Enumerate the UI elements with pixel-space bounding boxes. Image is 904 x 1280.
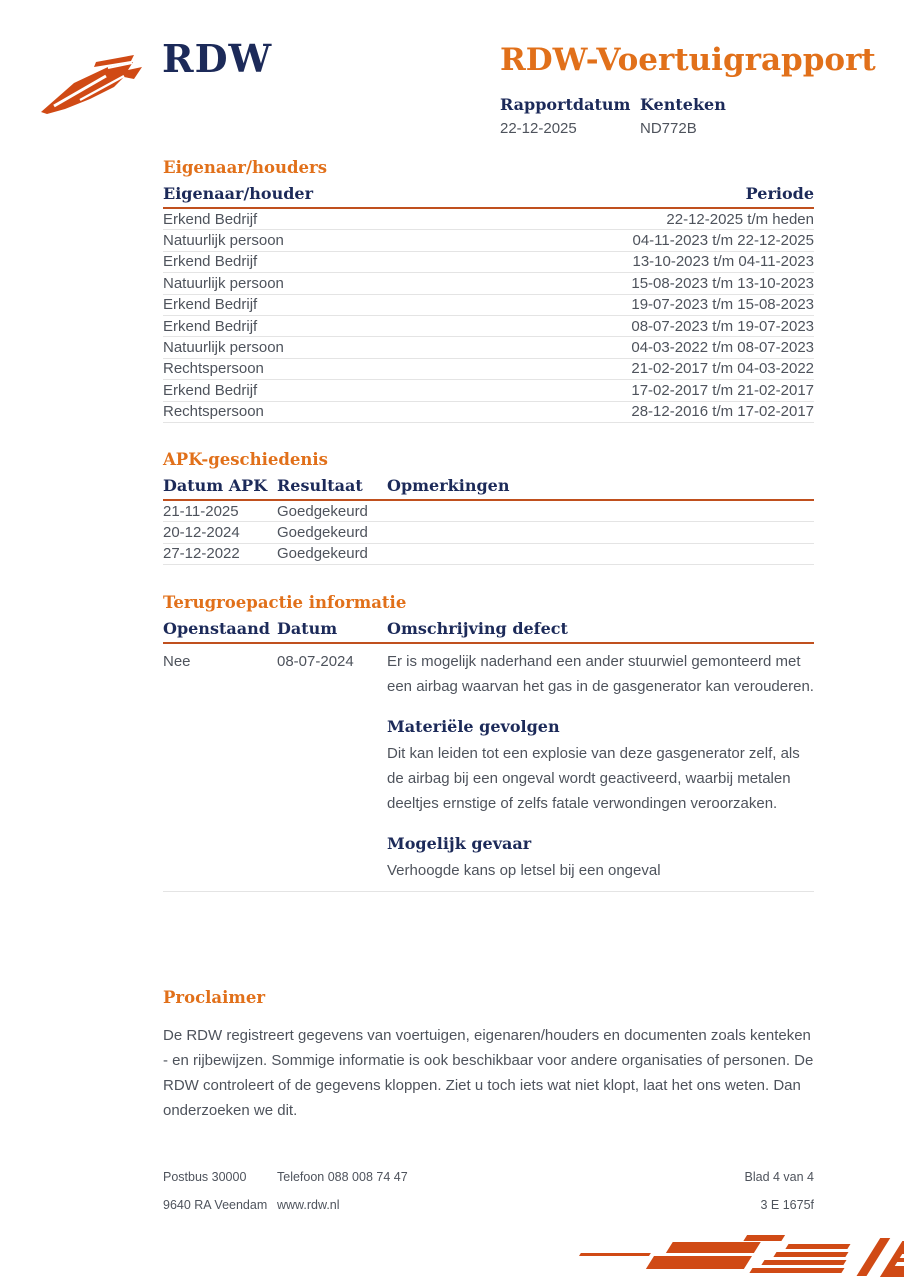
footer-page-info <box>745 1170 815 1226</box>
table-row <box>163 316 814 337</box>
table-row <box>163 209 814 230</box>
footer-website: www.rdw.nl <box>277 1198 340 1212</box>
footer-postbus: Postbus 30000 <box>163 1170 247 1184</box>
report-date-value: 22-12-2025 <box>500 120 577 137</box>
owners-col-owner: Eigenaar/houder <box>163 184 314 203</box>
table-row <box>163 230 814 251</box>
apk-result-cell: Goedgekeurd <box>277 502 368 520</box>
recall-date-cell: 08-07-2024 <box>277 653 354 670</box>
owner-type-cell: Erkend Bedrijf <box>163 296 258 314</box>
recall-detail-cell <box>387 649 814 883</box>
owners-section-title: Eigenaar/houders <box>163 158 327 177</box>
recall-col-description: Omschrijving defect <box>387 619 568 638</box>
owners-table-header <box>163 184 814 209</box>
proclaimer-text: De RDW registreert gegevens van voertuigen, eigenaren/houders en documenten zoals kenteken - en rijbewijzen. Sommige informatie is ook beschikbaar voor andere organisaties of personen. De RDW controleert of de gegevens kloppen. Ziet u toch iets wat niet klopt, laat het ons weten. Dan onderzoeken we dit. <box>163 1027 814 1119</box>
report-date-block <box>500 95 640 137</box>
recall-open-cell: Nee <box>163 653 191 670</box>
owner-period-cell: 08-07-2023 t/m 19-07-2023 <box>631 317 814 335</box>
table-row <box>163 522 814 543</box>
rdw-feather-logo-icon <box>38 52 148 118</box>
owner-type-cell: Erkend Bedrijf <box>163 317 258 335</box>
recall-table-header <box>163 619 814 644</box>
owner-period-cell: 28-12-2016 t/m 17-02-2017 <box>631 403 814 421</box>
recall-description: Er is mogelijk naderhand een ander stuurwiel gemonteerd met een airbag waarvan het gas in de gasgenerator kan verouderen. <box>387 653 814 695</box>
rdw-logo-text: RDW <box>162 36 273 81</box>
owner-period-cell: 04-03-2022 t/m 08-07-2023 <box>631 339 814 357</box>
table-row <box>163 380 814 401</box>
recall-bottom-divider <box>163 891 814 892</box>
table-row <box>163 359 814 380</box>
apk-result-cell: Goedgekeurd <box>277 545 368 563</box>
report-date-label: Rapportdatum <box>500 95 631 114</box>
recall-danger-text: Verhoogde kans op letsel bij een ongeval <box>387 862 661 879</box>
license-plate-block <box>640 95 726 137</box>
report-meta <box>500 95 726 137</box>
page-title: RDW-Voertuigrapport <box>500 42 876 78</box>
recall-row <box>163 644 814 883</box>
apk-section-title: APK-geschiedenis <box>163 450 328 469</box>
table-row <box>163 295 814 316</box>
owner-type-cell: Rechtspersoon <box>163 403 264 421</box>
license-plate-value: ND772B <box>640 120 697 137</box>
table-row <box>163 544 814 565</box>
apk-result-cell: Goedgekeurd <box>277 524 368 542</box>
rdw-speed-stripes-graphic <box>504 1232 904 1280</box>
owners-section <box>163 158 814 423</box>
owner-period-cell: 13-10-2023 t/m 04-11-2023 <box>632 253 814 271</box>
owner-type-cell: Rechtspersoon <box>163 360 264 378</box>
apk-table-header <box>163 476 814 501</box>
recall-danger-title: Mogelijk gevaar <box>387 834 532 853</box>
license-plate-label: Kenteken <box>640 95 726 114</box>
apk-col-result: Resultaat <box>277 476 363 495</box>
owner-period-cell: 04-11-2023 t/m 22-12-2025 <box>632 232 814 250</box>
owner-type-cell: Natuurlijk persoon <box>163 339 284 357</box>
owner-type-cell: Erkend Bedrijf <box>163 381 258 399</box>
apk-table-body <box>163 501 814 565</box>
recall-section-title: Terugroepactie informatie <box>163 593 407 612</box>
footer-city: 9640 RA Veendam <box>163 1198 268 1212</box>
owner-type-cell: Natuurlijk persoon <box>163 274 284 292</box>
apk-col-date: Datum APK <box>163 476 268 495</box>
recall-consequences-title: Materiële gevolgen <box>387 717 560 736</box>
apk-date-cell: 27-12-2022 <box>163 545 240 563</box>
apk-section <box>163 450 814 565</box>
recall-col-date: Datum <box>277 619 338 638</box>
owner-type-cell: Erkend Bedrijf <box>163 253 258 271</box>
footer-phone: Telefoon 088 008 74 47 <box>277 1170 408 1184</box>
owner-period-cell: 17-02-2017 t/m 21-02-2017 <box>631 381 814 399</box>
table-row <box>163 402 814 423</box>
table-row <box>163 252 814 273</box>
owner-type-cell: Erkend Bedrijf <box>163 210 258 228</box>
footer-page-number: Blad 4 van 4 <box>744 1170 814 1184</box>
owner-period-cell: 19-07-2023 t/m 15-08-2023 <box>631 296 814 314</box>
owners-table-body <box>163 209 814 423</box>
owner-period-cell: 21-02-2017 t/m 04-03-2022 <box>631 360 814 378</box>
apk-date-cell: 20-12-2024 <box>163 524 240 542</box>
footer-contact <box>277 1170 745 1226</box>
table-row <box>163 501 814 522</box>
table-row <box>163 273 814 294</box>
recall-consequences-text: Dit kan leiden tot een explosie van deze gasgenerator zelf, als de airbag bij een ongeval wordt geactiveerd, waarbij metalen deeltjes ernstige of zelfs fatale verwondingen veroorzaken. <box>387 745 800 812</box>
apk-col-remarks: Opmerkingen <box>387 476 510 495</box>
recall-col-open: Openstaand <box>163 619 270 638</box>
footer-address <box>163 1170 277 1226</box>
owner-period-cell: 15-08-2023 t/m 13-10-2023 <box>631 274 814 292</box>
proclaimer-title: Proclaimer <box>163 988 266 1007</box>
apk-date-cell: 21-11-2025 <box>163 502 239 520</box>
recall-section <box>163 593 814 892</box>
owner-period-cell: 22-12-2025 t/m heden <box>666 210 814 228</box>
page-footer <box>163 1170 814 1226</box>
table-row <box>163 337 814 358</box>
owner-type-cell: Natuurlijk persoon <box>163 232 284 250</box>
footer-doc-code: 3 E 1675f <box>760 1198 814 1212</box>
proclaimer-section <box>163 988 814 1123</box>
owners-col-period: Periode <box>745 184 814 203</box>
